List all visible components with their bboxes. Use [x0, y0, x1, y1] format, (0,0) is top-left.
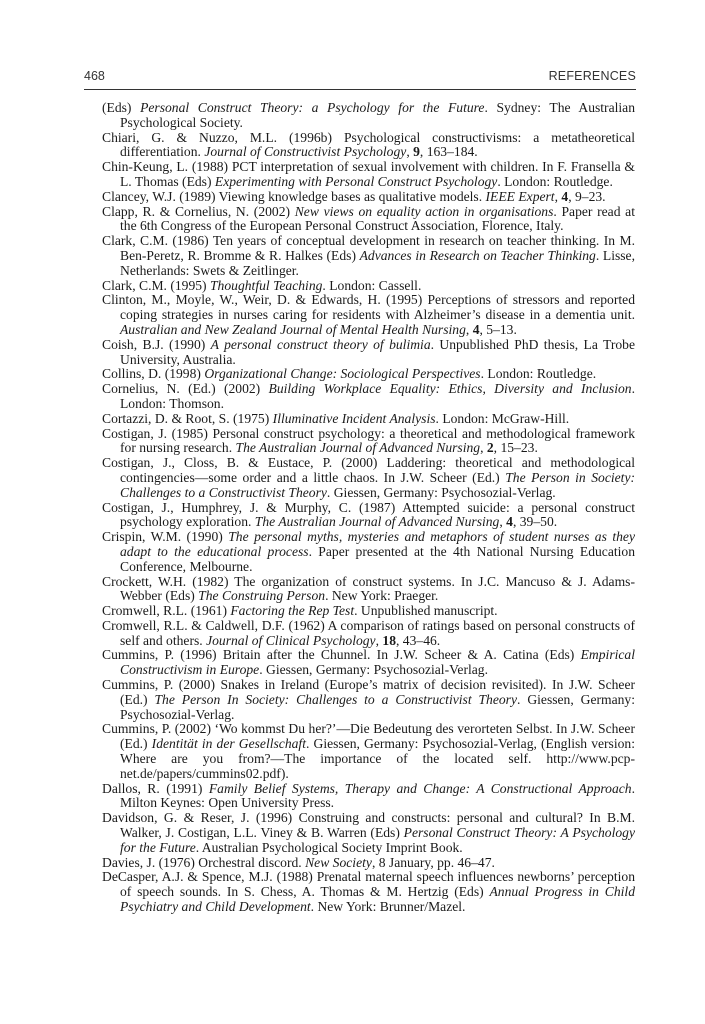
- reference-text: Chin-Keung, L. (1988) PCT interpretation of sexual involvement with children. In F. Fransella & L. Thomas (Eds): [102, 159, 635, 189]
- reference-text: Costigan, J., Closs, B. & Eustace, P. (2000) Laddering: theoretical and methodological contingencies—some order and a little chaos. In J.W. Scheer (Ed.): [102, 455, 635, 485]
- reference-text: Chiari, G. & Nuzzo, M.L. (1996b) Psychological constructivisms: a metatheoretical differentiation.: [102, 129, 635, 160]
- reference-title: The Person in Society: Challenges to a Constructivist Theory: [120, 469, 636, 500]
- reference-title: Empirical Constructivism in Europe: [120, 647, 635, 678]
- reference-text: Cortazzi, D. & Root, S. (1975): [102, 410, 273, 426]
- reference-title: New Society: [305, 854, 372, 870]
- reference-text: . London: Thomson.: [120, 381, 635, 411]
- reference-text: ,: [375, 632, 383, 648]
- reference-text: . Milton Keynes: Open University Press.: [120, 780, 635, 811]
- reference-text: DeCasper, A.J. & Spence, M.J. (1988) Prenatal maternal speech influences newborns’ perception of speech sounds. In S. Chess, A. Thomas & M. Hertzig (Eds): [102, 869, 635, 900]
- reference-entry: [102, 131, 635, 161]
- reference-text: . Unpublished PhD thesis, La Trobe University, Australia.: [120, 336, 635, 367]
- reference-entry: [102, 338, 635, 368]
- reference-entry: [102, 678, 635, 722]
- page-number: 468: [84, 69, 105, 83]
- reference-volume: 9: [413, 144, 420, 160]
- reference-text: . London: Routledge.: [480, 366, 597, 382]
- reference-entry: [102, 293, 635, 337]
- reference-entry: [102, 101, 635, 131]
- reference-text: . Lisse, Netherlands: Swets & Zeitlinger.: [120, 247, 635, 278]
- reference-title: Experimenting with Personal Construct Psychology: [214, 173, 498, 189]
- reference-title: Journal of Clinical Psychology: [206, 632, 376, 648]
- reference-entry: [102, 811, 635, 855]
- reference-text: . Giessen, Germany: Psychosozial-Verlag.: [326, 484, 556, 500]
- reference-text: Costigan, J. (1985) Personal construct psychology: a theoretical and methodological framework for nursing research.: [102, 425, 635, 456]
- reference-title: Advances in Research on Teacher Thinking: [359, 247, 596, 263]
- reference-entry: [102, 530, 635, 574]
- reference-title: Organizational Change: Sociological Perspectives: [204, 366, 481, 382]
- reference-title: New views on equality action in organisations: [294, 203, 554, 219]
- reference-entry: [102, 190, 635, 205]
- reference-text: Coish, B.J. (1990): [102, 336, 211, 352]
- reference-title: Illuminative Incident Analysis: [272, 410, 436, 426]
- running-header: [84, 67, 636, 90]
- reference-title: The Australian Journal of Advanced Nursing: [254, 514, 500, 530]
- reference-text: ,: [554, 188, 562, 204]
- reference-entry: [102, 427, 635, 457]
- reference-title: Annual Progress in Child Psychiatry and Child Development: [120, 884, 635, 915]
- reference-title: The Construing Person: [198, 588, 326, 604]
- reference-text: Collins, D. (1998): [102, 366, 205, 382]
- reference-entry: [102, 870, 635, 914]
- reference-text: . Australian Psychological Society Imprint Book.: [195, 839, 463, 855]
- reference-entry: [102, 205, 635, 235]
- reference-volume: 2: [486, 440, 494, 456]
- reference-text: . Sydney: The Australian Psychological Society.: [120, 100, 636, 130]
- reference-text: . Giessen, Germany: Psychosozial-Verlag.: [120, 691, 636, 722]
- reference-text: . Unpublished manuscript.: [354, 603, 498, 619]
- reference-entry: [102, 382, 635, 412]
- reference-volume: 4: [472, 321, 480, 337]
- reference-volume: 4: [506, 514, 513, 530]
- reference-entry: [102, 648, 635, 678]
- reference-text: , 39–50.: [512, 514, 558, 530]
- reference-entry: [102, 501, 635, 531]
- reference-title: Factoring the Rep Test: [230, 603, 355, 619]
- reference-text: Cummins, P. (2002) ‘Wo kommst Du her?’—Die Bedeutung des verorteten Selbst. In J.W. Scheer (Ed.): [102, 721, 635, 752]
- reference-entry: [102, 412, 635, 427]
- reference-text: , 163–184.: [419, 144, 478, 160]
- reference-text: Crockett, W.H. (1982) The organization of construct systems. In J.C. Mancuso & J. Adams-Webber (Eds): [102, 573, 635, 604]
- reference-text: , 43–46.: [396, 632, 441, 648]
- reference-title: Journal of Constructivist Psychology: [204, 144, 407, 160]
- reference-title: The Person In Society: Challenges to a Constructivist Theory: [154, 691, 518, 707]
- reference-text: (Eds): [102, 100, 141, 115]
- reference-text: , 8 January, pp. 46–47.: [371, 854, 495, 870]
- reference-entry: [102, 782, 635, 812]
- reference-text: Clinton, M., Moyle, W., Weir, D. & Edwards, H. (1995) Perceptions of stressors and reported coping strategies in nurses caring for residents with Alzheimer’s disease in a dementia unit.: [102, 292, 635, 323]
- reference-text: . London: Routledge.: [497, 173, 613, 189]
- reference-text: . Giessen, Germany: Psychosozial-Verlag.: [259, 662, 488, 678]
- reference-entry: [102, 160, 635, 190]
- reference-text: Clark, C.M. (1995): [102, 277, 210, 293]
- reference-entry: [102, 456, 635, 500]
- reference-entry: [102, 367, 635, 382]
- reference-text: Davidson, G. & Reser, J. (1996) Construing and constructs: personal and cultural? In B.M. Walker, J. Costigan, L.L. Viney & B. Warren (Eds): [102, 810, 635, 841]
- reference-text: , 9–23.: [568, 188, 606, 204]
- reference-volume: 18: [382, 632, 396, 648]
- reference-title: A personal construct theory of bulimia: [210, 336, 431, 352]
- reference-text: Cummins, P. (1996) Britain after the Chunnel. In J.W. Scheer & A. Catina (Eds): [102, 647, 581, 663]
- reference-title: The personal myths, mysteries and metaphors of student nurses as they adapt to the educational process: [120, 529, 635, 559]
- reference-title: Personal Construct Theory: a Psychology for the Future: [140, 100, 485, 115]
- reference-entry: [102, 234, 635, 278]
- reference-entry: [102, 722, 635, 781]
- reference-title: Thoughtful Teaching: [210, 277, 323, 293]
- reference-text: . New York: Brunner/Mazel.: [310, 899, 466, 915]
- reference-text: Clancey, W.J. (1989) Viewing knowledge bases as qualitative models.: [102, 188, 486, 204]
- section-title: REFERENCES: [548, 69, 636, 83]
- reference-volume: 4: [561, 188, 569, 204]
- reference-title: IEEE Expert: [485, 188, 555, 204]
- reference-text: Cornelius, N. (Ed.) (2002): [102, 381, 269, 397]
- reference-text: Clapp, R. & Cornelius, N. (2002): [102, 203, 295, 219]
- reference-text: Davies, J. (1976) Orchestral discord.: [102, 854, 306, 870]
- reference-entry: [102, 856, 635, 871]
- reference-entry: [102, 575, 635, 605]
- reference-list: [102, 101, 635, 915]
- reference-text: . Paper read at the 6th Congress of the European Personal Construct Association, Florence, Italy.: [120, 203, 635, 234]
- reference-entry: [102, 604, 635, 619]
- reference-title: The Australian Journal of Advanced Nursing: [235, 440, 481, 456]
- reference-text: , 5–13.: [479, 321, 517, 337]
- reference-text: ,: [499, 514, 507, 530]
- reference-text: Crispin, W.M. (1990): [102, 529, 229, 545]
- reference-text: Cromwell, R.L. & Caldwell, D.F. (1962) A comparison of ratings based on personal constructs of self and others.: [102, 617, 635, 648]
- reference-title: Australian and New Zealand Journal of Mental Health Nursing: [120, 321, 466, 337]
- reference-text: . London: McGraw-Hill.: [435, 410, 570, 426]
- reference-text: Cummins, P. (2000) Snakes in Ireland (Europe’s matrix of decision revisited). In J.W. Scheer (Ed.): [102, 677, 635, 707]
- reference-text: . London: Cassell.: [322, 277, 422, 293]
- reference-text: Clark, C.M. (1986) Ten years of conceptual development in research on teacher thinking. In M. Ben-Peretz, R. Bromme & R. Halkes (Eds): [102, 233, 635, 263]
- reference-entry: [102, 279, 635, 294]
- reference-text: ,: [480, 440, 487, 456]
- reference-title: Family Belief Systems, Therapy and Change: A Constructional Approach: [208, 780, 632, 796]
- reference-text: Cromwell, R.L. (1961): [102, 603, 231, 619]
- reference-title: Identität in der Gesellschaft: [151, 736, 306, 752]
- reference-text: . Giessen, Germany: Psychosozial-Verlag, (English version: Where are you from?—The importance of the located self. http://www.pcp-net.de/papers/cummins02.pdf).: [120, 736, 635, 781]
- reference-text: , 15–23.: [493, 440, 538, 456]
- reference-title: Personal Construct Theory: A Psychology for the Future: [120, 825, 636, 855]
- reference-text: ,: [465, 321, 473, 337]
- reference-text: . Paper presented at the 4th National Nursing Education Conference, Melbourne.: [120, 543, 635, 574]
- reference-text: Dallos, R. (1991): [102, 780, 209, 796]
- reference-title: Building Workplace Equality: Ethics, Diversity and Inclusion: [268, 381, 632, 397]
- reference-entry: [102, 619, 635, 649]
- reference-text: ,: [406, 144, 414, 160]
- reference-text: Costigan, J., Humphrey, J. & Murphy, C. (1987) Attempted suicide: a personal construct psychology exploration.: [102, 499, 635, 530]
- reference-text: . New York: Praeger.: [325, 588, 439, 604]
